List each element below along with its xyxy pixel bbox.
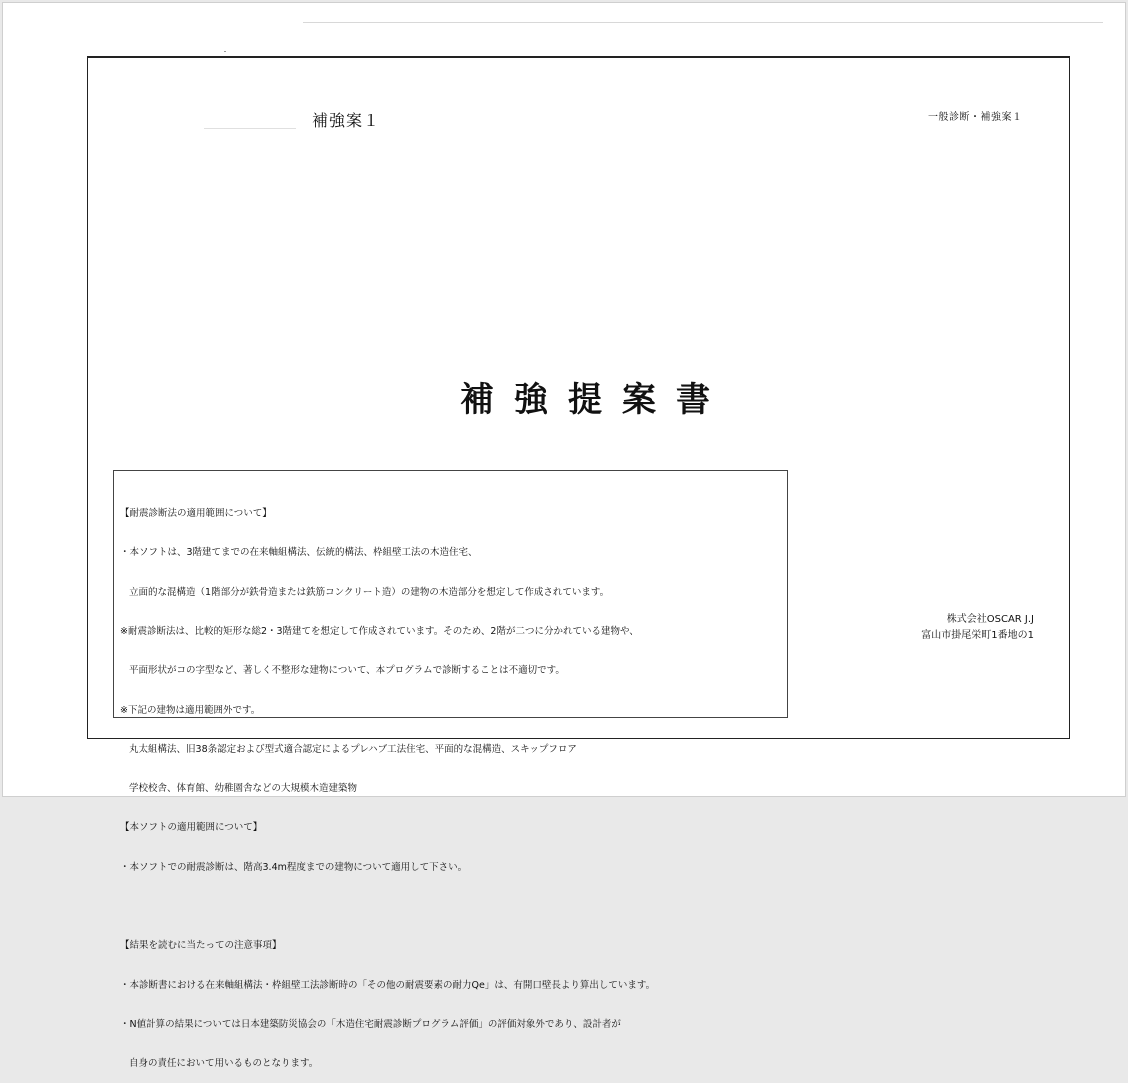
note-line: ※耐震診断法は、比較的矩形な総2・3階建てを想定して作成されています。そのため、2階が二つに分かれている建物や、 <box>120 626 639 638</box>
note-line: ・本診断書における在来軸組構法・枠組壁工法診断時の「その他の耐震要素の耐力Qe」は、有開口壁長より算出しています。 <box>120 979 656 991</box>
notes-text <box>120 481 780 1083</box>
note-line: ・N値計算の結果については日本建築防災協会の「木造住宅耐震診断プログラム評価」の評価対象外であり、設計者が <box>120 1018 621 1030</box>
scan-artifact-line <box>303 22 1103 23</box>
scan-artifact-dot <box>224 51 226 52</box>
note-line: ・本ソフトでの耐震診断は、階高3.4m程度までの建物について適用して下さい。 <box>120 861 468 873</box>
company-address: 富山市掛尾栄町1番地の1 <box>921 630 1034 641</box>
redacted-field <box>204 112 296 129</box>
company-name: 株式会社OSCAR J.J <box>946 614 1034 625</box>
note-line: ・本ソフトは、3階建てまでの在来軸組構法、伝統的構法、枠組壁工法の木造住宅、 <box>120 547 478 559</box>
header-right-label: 一般診断・補強案１ <box>928 112 1023 123</box>
note-line: 自身の責任において用いるものとなります。 <box>120 1058 319 1070</box>
note-line: ※下記の建物は適用範囲外です。 <box>120 704 261 716</box>
note-line: 【耐震診断法の適用範囲について】 <box>120 508 272 520</box>
note-line: 丸太組構法、旧38条認定および型式適合認定によるプレハブ工法住宅、平面的な混構造、スキップフロア <box>120 743 577 755</box>
note-line: 学校校舎、体育館、幼稚園舎などの大規模木造建築物 <box>120 783 358 795</box>
note-line: 【本ソフトの適用範囲について】 <box>120 822 263 834</box>
note-line: 立面的な混構造（1階部分が鉄骨造または鉄筋コンクリート造）の建物の木造部分を想定して作成されています。 <box>120 586 610 598</box>
company-block <box>921 612 1034 644</box>
note-line <box>120 900 780 913</box>
main-title: 補強提案書 <box>460 380 730 420</box>
note-line: 平面形状がコの字型など、著しく不整形な建物について、本プログラムで診断することは不適切です。 <box>120 665 565 677</box>
header-title: 補強案１ <box>312 111 381 130</box>
note-line: 【結果を読むに当たっての注意事項】 <box>120 940 282 952</box>
